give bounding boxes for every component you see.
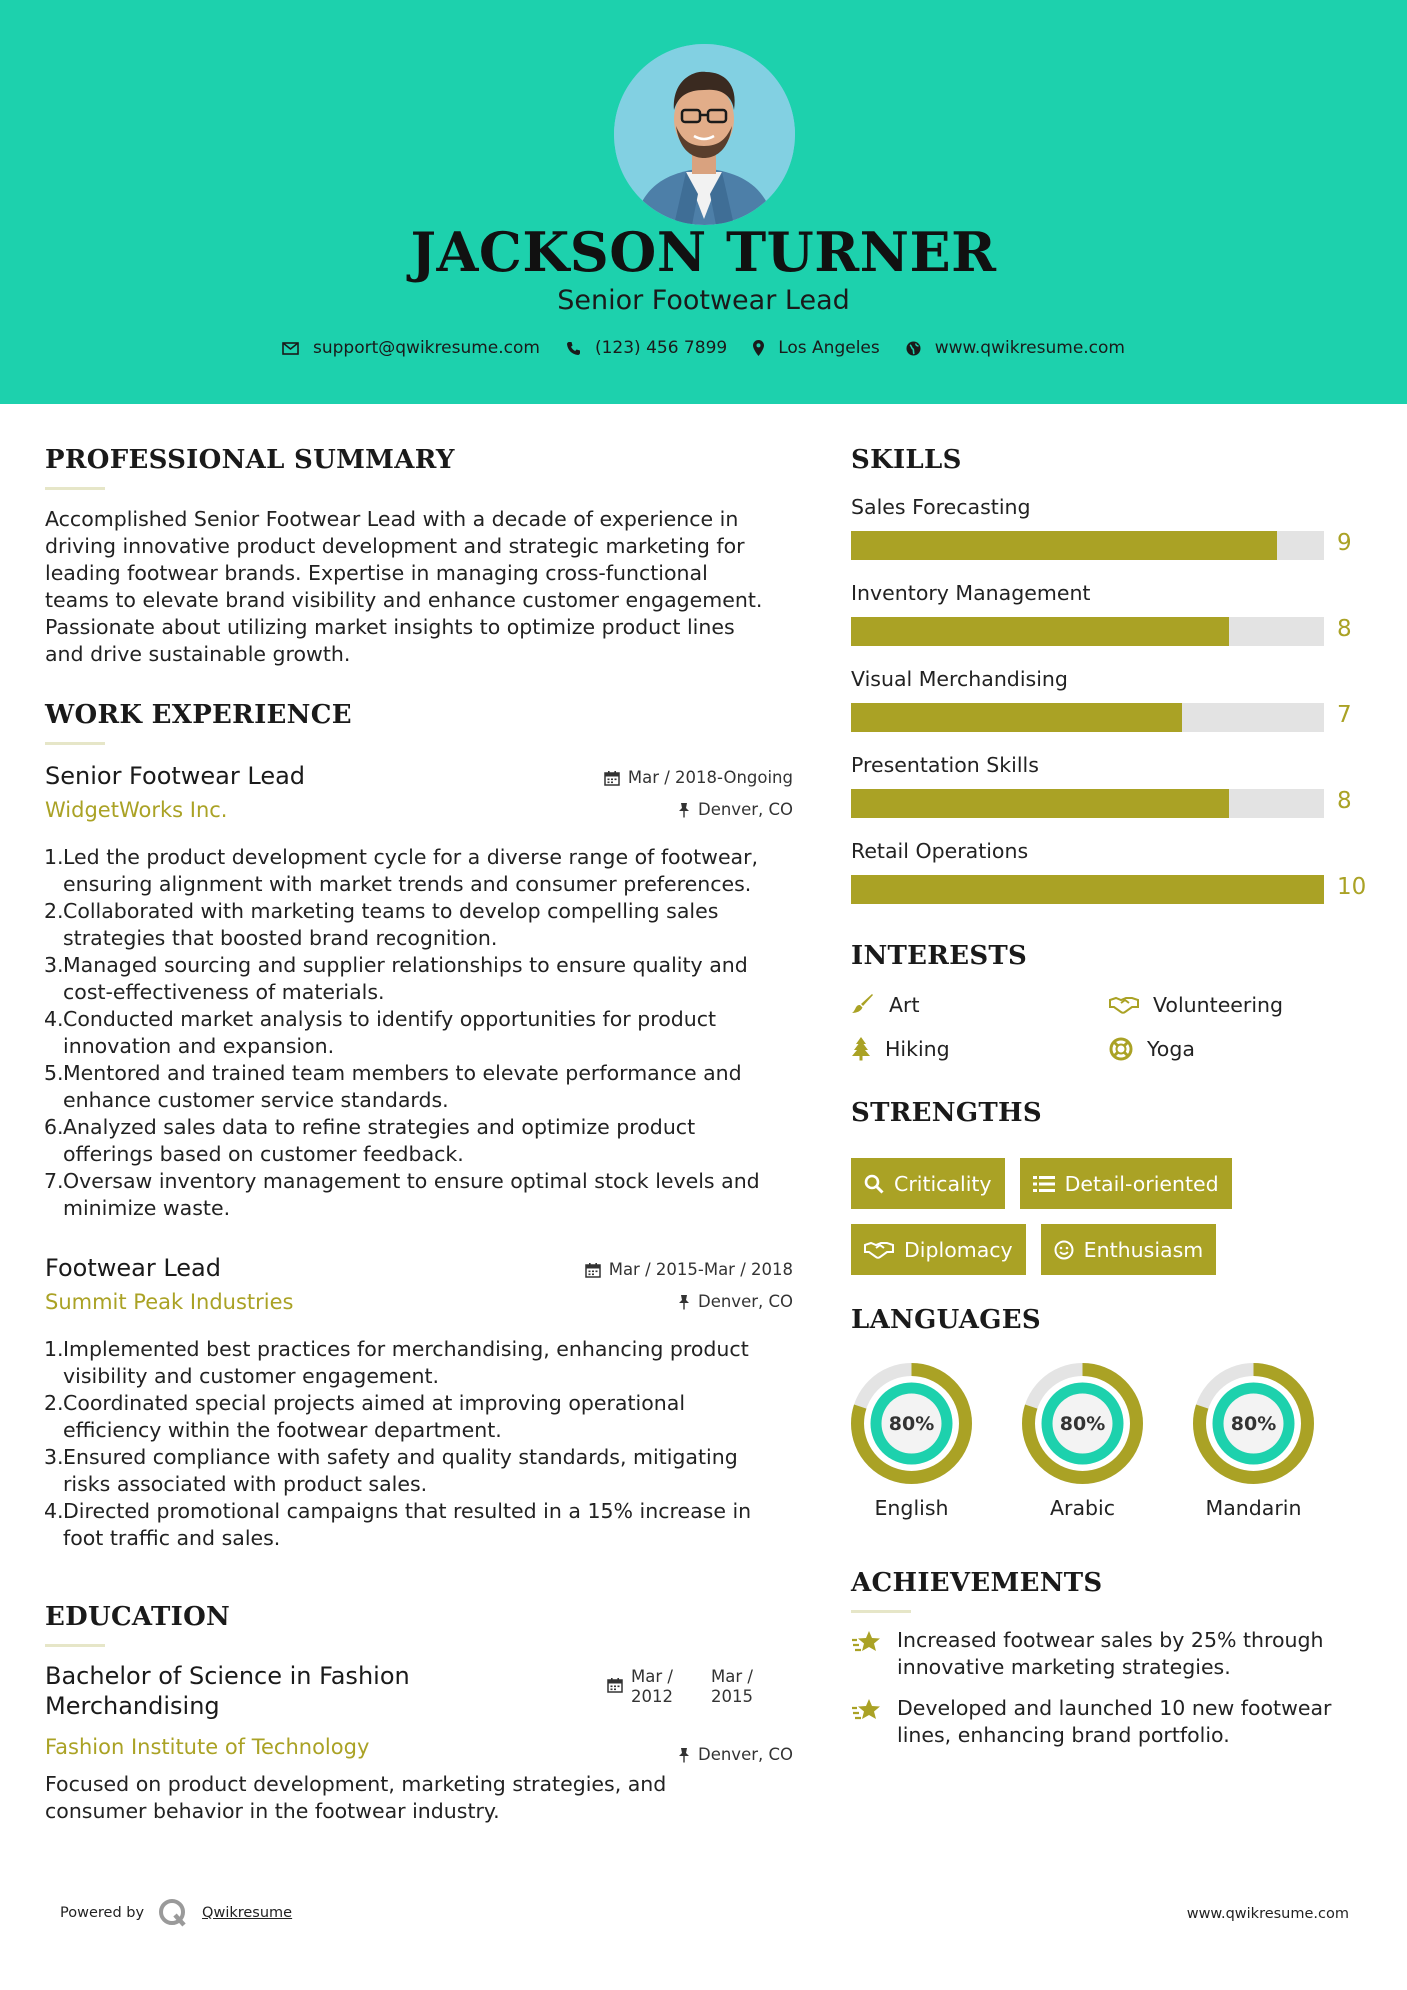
skill-item: [851, 581, 1371, 667]
envelope-icon: [282, 342, 299, 355]
list-item: 1. Led the product development cycle for a diverse range of footwear, ensuring alignment with market trends and consumer preferences.: [44, 845, 759, 896]
achievements-rule: [851, 1610, 911, 1613]
job-entry: [45, 762, 793, 1222]
pushpin-icon: [678, 1294, 690, 1310]
job-company: Summit Peak Industries: [45, 1290, 294, 1314]
phone-icon: [566, 341, 581, 356]
skill-bar-track: [851, 617, 1324, 646]
skills-section: [851, 445, 1371, 925]
skill-item: [851, 839, 1371, 925]
footer-website[interactable]: www.qwikresume.com: [1186, 1906, 1349, 1922]
search-icon: [864, 1174, 884, 1194]
language-percent: 80%: [888, 1413, 935, 1435]
star-award-icon: [851, 1629, 883, 1655]
language-name: Arabic: [1050, 1496, 1115, 1520]
contact-phone[interactable]: [566, 338, 727, 358]
languages-list: [851, 1363, 1371, 1520]
interest-item: [1109, 1037, 1367, 1061]
achievements-list: [851, 1627, 1371, 1749]
skill-name: Retail Operations: [851, 839, 1029, 863]
achievement-item: [851, 1627, 1371, 1681]
skill-name: Visual Merchandising: [851, 667, 1068, 691]
calendar-icon: [604, 770, 620, 786]
summary-line: Accomplished Senior Footwear Lead with a decade of experience in: [45, 507, 739, 531]
job-header: [45, 1254, 793, 1324]
job-date-text: Mar / 2018-Ongoing: [627, 768, 793, 787]
skill-item: [851, 667, 1371, 753]
date-start: Mar / 2012: [631, 1667, 673, 1706]
strengths-chips: [851, 1158, 1351, 1275]
job-task-list: [45, 1336, 793, 1552]
education-description: Focused on product development, marketing strategies, and consumer behavior in the footwear industry.: [45, 1772, 667, 1823]
date-end: Mar / 2015: [711, 1667, 753, 1706]
right-column: [851, 445, 1371, 1749]
star-award-icon: [851, 1697, 883, 1723]
achievements-heading: ACHIEVEMENTS: [851, 1568, 1103, 1598]
skill-value: 10: [1337, 874, 1367, 900]
job-location-text: Denver, CO: [697, 800, 793, 819]
interest-item: [851, 1037, 1109, 1061]
skill-bar-track: [851, 789, 1324, 818]
summary-rule: [45, 487, 105, 490]
interest-label: Hiking: [885, 1037, 950, 1061]
achievement-text: Increased footwear sales by 25% through innovative marketing strategies.: [897, 1628, 1324, 1679]
contact-phone-text: (123) 456 7899: [594, 338, 728, 358]
language-ring: [851, 1363, 972, 1484]
list-item: 2. Collaborated with marketing teams to develop compelling sales strategies that boosted brand recognition.: [44, 899, 719, 950]
skills-heading: SKILLS: [851, 445, 962, 475]
list-item: 5. Mentored and trained team members to elevate performance and enhance customer service standards.: [44, 1061, 742, 1112]
skill-item: [851, 753, 1371, 839]
list-item: 3. Managed sourcing and supplier relationships to ensure quality and cost-effectiveness of materials.: [44, 953, 748, 1004]
contact-bar: [0, 338, 1407, 358]
footer-powered-by: [60, 1898, 292, 1928]
job-date: [585, 1260, 793, 1279]
skill-value: 9: [1337, 530, 1352, 556]
footer-brand-link[interactable]: Qwikresume: [202, 1905, 293, 1921]
skill-bar-fill: [851, 703, 1182, 732]
achievements-section: [851, 1568, 1371, 1749]
education-section: [45, 1602, 793, 1825]
pushpin-icon: [678, 802, 690, 818]
candidate-title: Senior Footwear Lead: [557, 285, 850, 316]
achievement-item: [851, 1695, 1371, 1749]
language-item: [1193, 1363, 1314, 1520]
list-item: 3. Ensured compliance with safety and quality standards, mitigating risks associated with product sales.: [44, 1445, 738, 1496]
profile-photo: [614, 44, 795, 225]
list-item: 4. Conducted market analysis to identify opportunities for product innovation and expansion.: [44, 1007, 717, 1058]
job-task-list: [45, 844, 793, 1222]
skill-bar-track: [851, 875, 1324, 904]
language-name: Mandarin: [1205, 1496, 1302, 1520]
tree-icon: [851, 1037, 871, 1061]
skill-bar-track: [851, 703, 1324, 732]
education-heading: EDUCATION: [45, 1602, 231, 1632]
strength-badge: [851, 1224, 1026, 1275]
job-date-text: Mar / 2015-Mar / 2018: [608, 1260, 793, 1279]
strength-label: Enthusiasm: [1083, 1237, 1204, 1262]
skill-value: 7: [1337, 702, 1352, 728]
list-item: 4. Directed promotional campaigns that resulted in a 15% increase in foot traffic and sales.: [44, 1499, 752, 1550]
list-icon: [1033, 1175, 1055, 1193]
contact-email-text: support@qwikresume.com: [313, 338, 540, 358]
contact-website[interactable]: [906, 338, 1125, 358]
job-location-text: Denver, CO: [697, 1292, 793, 1311]
summary-line: driving innovative product development and strategic marketing for: [45, 534, 745, 558]
qwikresume-logo-icon: [158, 1898, 188, 1928]
powered-by-label: Powered by: [60, 1905, 145, 1921]
strength-label: Detail-oriented: [1064, 1171, 1219, 1196]
job-location: [678, 1292, 793, 1311]
contact-location: [753, 338, 880, 358]
list-item: 7. Oversaw inventory management to ensure optimal stock levels and minimize waste.: [44, 1169, 760, 1220]
map-marker-icon: [753, 340, 764, 356]
summary-line: leading footwear brands. Expertise in managing cross-functional: [45, 561, 708, 585]
job-location: [678, 800, 793, 819]
languages-heading: LANGUAGES: [851, 1305, 1041, 1335]
globe-icon: [906, 341, 921, 356]
summary-text: [45, 506, 793, 668]
job-company: WidgetWorks Inc.: [45, 798, 228, 822]
language-ring: [1193, 1363, 1314, 1484]
handshake-icon: [1109, 995, 1139, 1015]
lifering-icon: [1109, 1037, 1133, 1061]
skill-name: Sales Forecasting: [851, 495, 1031, 519]
job-date: [604, 768, 793, 787]
job-title: Senior Footwear Lead: [45, 762, 306, 790]
contact-location-text: Los Angeles: [778, 338, 880, 358]
experience-heading: WORK EXPERIENCE: [45, 700, 352, 730]
handshake-icon: [864, 1240, 894, 1260]
summary-line: and drive sustainable growth.: [45, 642, 351, 666]
language-name: English: [874, 1496, 949, 1520]
skill-name: Presentation Skills: [851, 753, 1039, 777]
interests-heading: INTERESTS: [851, 941, 1028, 971]
education-location-text: Denver, CO: [697, 1745, 793, 1764]
strength-badge: [1020, 1158, 1232, 1209]
skill-bar-fill: [851, 617, 1229, 646]
strengths-heading: STRENGTHS: [851, 1098, 1042, 1128]
contact-website-text: www.qwikresume.com: [934, 338, 1125, 358]
language-percent: 80%: [1059, 1413, 1106, 1435]
strengths-section: [851, 1098, 1371, 1275]
job-header: [45, 762, 793, 832]
achievement-text: Developed and launched 10 new footwear lines, enhancing brand portfolio.: [897, 1696, 1332, 1747]
list-item: 6. Analyzed sales data to refine strategies and optimize product offerings based on customer feedback.: [44, 1115, 696, 1166]
list-item: 2. Coordinated special projects aimed at improving operational efficiency within the footwear department.: [44, 1391, 686, 1442]
skills-list: [851, 495, 1371, 925]
interest-label: Art: [889, 993, 920, 1017]
education-rule: [45, 1644, 105, 1647]
interest-item: [851, 993, 1109, 1017]
skill-name: Inventory Management: [851, 581, 1091, 605]
skill-bar-fill: [851, 789, 1229, 818]
summary-line: Passionate about utilizing market insights to optimize product lines: [45, 615, 735, 639]
interest-label: Yoga: [1147, 1037, 1195, 1061]
calendar-icon: [585, 1262, 601, 1278]
education-header: [45, 1661, 793, 1771]
summary-section: [45, 445, 793, 668]
interests-grid: [851, 993, 1371, 1061]
list-item: 1. Implemented best practices for merchandising, enhancing product visibility and customer engagement.: [44, 1337, 749, 1388]
smile-icon: [1054, 1240, 1074, 1260]
school-name: Fashion Institute of Technology: [45, 1735, 370, 1759]
paintbrush-icon: [851, 994, 875, 1016]
language-item: [1022, 1363, 1143, 1520]
interest-label: Volunteering: [1153, 993, 1284, 1017]
job-title: Footwear Lead: [45, 1254, 221, 1282]
interest-item: [1109, 993, 1367, 1017]
language-item: [851, 1363, 972, 1520]
skill-item: [851, 495, 1371, 581]
skill-bar-fill: [851, 531, 1277, 560]
job-entry: [45, 1254, 793, 1552]
languages-section: [851, 1305, 1371, 1520]
degree-title: Bachelor of Science in Fashion Merchandising: [45, 1662, 410, 1720]
skill-bar-fill: [851, 875, 1324, 904]
language-ring: [1022, 1363, 1143, 1484]
calendar-icon: [607, 1677, 623, 1693]
skill-value: 8: [1337, 788, 1352, 814]
interests-section: [851, 941, 1371, 1061]
candidate-name: JACKSON TURNER: [410, 220, 997, 284]
strength-label: Criticality: [894, 1171, 992, 1196]
education-location: [678, 1745, 793, 1764]
language-percent: 80%: [1230, 1413, 1277, 1435]
strength-label: Diplomacy: [904, 1237, 1013, 1262]
pushpin-icon: [678, 1747, 690, 1763]
experience-rule: [45, 742, 105, 745]
summary-heading: PROFESSIONAL SUMMARY: [45, 445, 455, 475]
header-banner: [0, 0, 1407, 404]
education-date: [607, 1667, 753, 1707]
skill-value: 8: [1337, 616, 1352, 642]
experience-section: [45, 700, 793, 1552]
summary-line: teams to elevate brand visibility and enhance customer engagement.: [45, 588, 763, 612]
left-column: [45, 445, 793, 1825]
contact-email[interactable]: [282, 338, 540, 358]
skill-bar-track: [851, 531, 1324, 560]
strength-badge: [851, 1158, 1005, 1209]
strength-badge: [1041, 1224, 1217, 1275]
